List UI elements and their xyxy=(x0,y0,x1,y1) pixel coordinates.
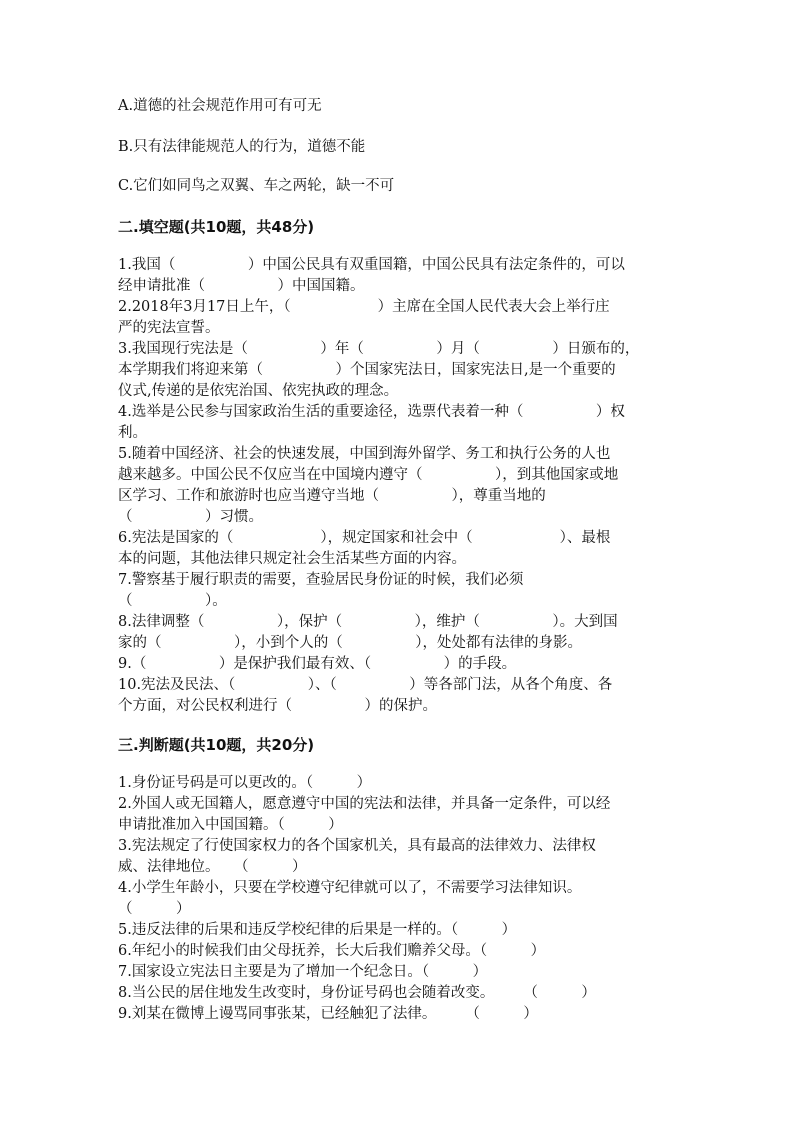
text-line: 9.刘某在微博上谩骂同事张某，已经触犯了法律。 （ ） xyxy=(118,1006,538,1022)
text-line: 1.身份证号码是可以更改的。（ ） xyxy=(118,775,372,791)
text-line: 5.随着中国经济、社会的快速发展，中国到海外留学、务工和执行公务的人也 xyxy=(118,446,611,462)
text-line: 本的问题，其他法律只规定社会生活某些方面的内容。 xyxy=(118,551,466,567)
text-line: 3.宪法规定了行使国家权力的各个国家机关，具有最高的法律效力、法律权 xyxy=(118,838,596,854)
text-line: 7.警察基于履行职责的需要，查验居民身份证的时候，我们必须 xyxy=(118,572,524,588)
text-line: 家的（ ），小到个人的（ ），处处都有法律的身影。 xyxy=(118,635,582,651)
text-line: 2.外国人或无国籍人，愿意遵守中国的宪法和法律，并具备一定条件，可以经 xyxy=(118,796,611,812)
text-line: （ ）。 xyxy=(118,593,227,609)
text-line: 8.当公民的居住地发生改变时，身份证号码也会随着改变。 （ ） xyxy=(118,985,596,1001)
text-line: 10.宪法及民法、（ ）、（ ）等各部门法，从各个角度、各 xyxy=(118,677,613,693)
text-line: 4.小学生年龄小，只要在学校遵守纪律就可以了，不需要学习法律知识。 xyxy=(118,880,582,896)
section-title-fill-blank: 二.填空题(共10题，共48分) xyxy=(118,218,315,236)
text-line: （ ） xyxy=(118,901,191,917)
text-line: 2.2018年3月17日上午，（ ）主席在全国人民代表大会上举行庄 xyxy=(118,299,610,315)
text-line: 3.我国现行宪法是（ ）年（ ）月（ ）日颁布的， xyxy=(118,341,640,357)
text-line: 严的宪法宣誓。 xyxy=(118,320,220,336)
text-line: 7.国家设立宪法日主要是为了增加一个纪念日。（ ） xyxy=(118,964,488,980)
text-line: 本学期我们将迎来第（ ）个国家宪法日，国家宪法日,是一个重要的 xyxy=(118,362,616,378)
text-line: 利。 xyxy=(118,425,147,441)
text-line: （ ）习惯。 xyxy=(118,509,263,525)
text-line: 申请批准加入中国国籍。（ ） xyxy=(118,817,343,833)
text-line: 威、法律地位。 （ ） xyxy=(118,859,307,875)
text-line: 越来越多。中国公民不仅应当在中国境内遵守（ ），到其他国家或地 xyxy=(118,467,619,483)
section-title-true-false: 三.判断题(共10题，共20分) xyxy=(118,736,315,754)
text-line: 1.我国（ ）中国公民具有双重国籍，中国公民具有法定条件的，可以 xyxy=(118,257,625,273)
text-line: 4.选举是公民参与国家政治生活的重要途径，选票代表着一种（ ）权 xyxy=(118,404,625,420)
option-b: B.只有法律能规范人的行为，道德不能 xyxy=(118,139,366,155)
option-a: A.道德的社会规范作用可有可无 xyxy=(118,98,322,114)
text-line: 5.违反法律的后果和违反学校纪律的后果是一样的。（ ） xyxy=(118,922,517,938)
text-line: 区学习、工作和旅游时也应当遵守当地（ ），尊重当地的 xyxy=(118,488,546,504)
text-line: 仪式,传递的是依宪治国、依宪执政的理念。 xyxy=(118,383,399,399)
text-line: 经申请批准（ ）中国国籍。 xyxy=(118,278,365,294)
text-line: 9.（ ）是保护我们最有效、（ ）的手段。 xyxy=(118,656,517,672)
text-line: 6.宪法是国家的（ ），规定国家和社会中（ ）、最根 xyxy=(118,530,611,546)
option-c: C.它们如同鸟之双翼、车之两轮，缺一不可 xyxy=(118,178,395,194)
text-line: 个方面，对公民权利进行（ ）的保护。 xyxy=(118,698,437,714)
text-line: 8.法律调整（ ），保护（ ），维护（ ）。大到国 xyxy=(118,614,618,630)
text-line: 6.年纪小的时候我们由父母抚养，长大后我们赡养父母。（ ） xyxy=(118,943,546,959)
